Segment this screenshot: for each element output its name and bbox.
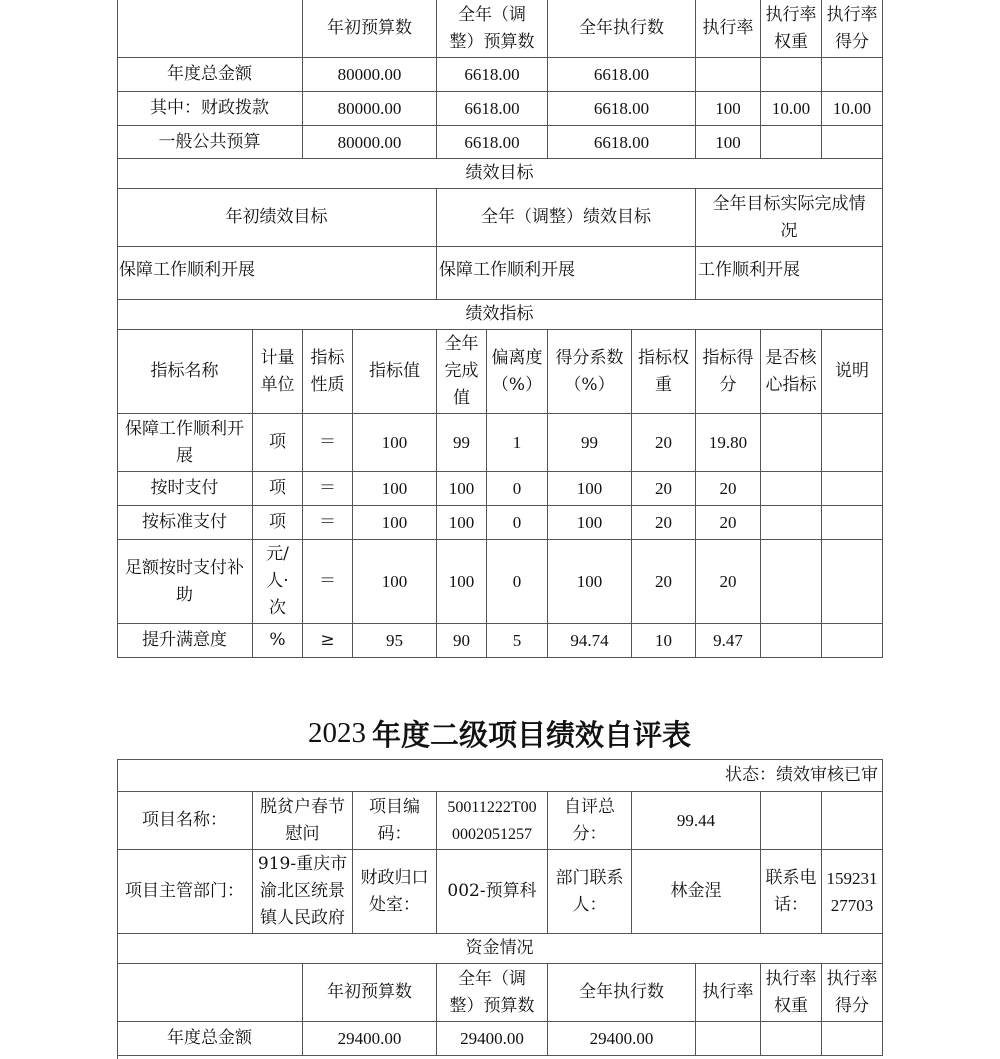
indicator-cell: 0: [487, 472, 548, 506]
indicator-cell: 100: [353, 414, 437, 472]
indicator-cell: ＝: [303, 506, 353, 540]
adjusted-goal: 保障工作顺利开展: [437, 247, 696, 300]
initial-goal-header: 年初绩效目标: [117, 189, 437, 247]
indicator-cell: 20: [696, 506, 761, 540]
indicator-cell: [761, 414, 822, 472]
indicator-header-coefficient: 得分系数 （%）: [548, 330, 632, 414]
contact-label: 部门联系 人：: [548, 850, 632, 934]
indicator-cell: ＝: [303, 472, 353, 506]
status-text: 状态：绩效审核已审: [117, 759, 883, 792]
indicator-cell: ≥: [303, 624, 353, 658]
actual-completion-header: 全年目标实际完成情 况: [696, 189, 883, 247]
budget-row-label: 一般公共预算: [117, 126, 303, 159]
indicator-header-value: 指标值: [353, 330, 437, 414]
self-score-label: 自评总 分：: [548, 792, 632, 850]
budget-row-score: 10.00: [822, 92, 883, 126]
indicator-cell: [761, 624, 822, 658]
indicator-cell: 100: [437, 540, 487, 624]
indicator-cell: 100: [548, 506, 632, 540]
phone: 159231 27703: [822, 850, 883, 934]
indicator-cell: 20: [696, 472, 761, 506]
indicator-cell: 项: [253, 472, 303, 506]
indicator-cell: 100: [353, 540, 437, 624]
budget-row-adjusted: 6618.00: [437, 92, 548, 126]
budget-header-adjusted: 全年（调 整）预算数: [437, 0, 548, 58]
indicator-cell: 足额按时支付补 助: [117, 540, 253, 624]
indicator-header-core: 是否核 心指标: [761, 330, 822, 414]
indicator-cell: 94.74: [548, 624, 632, 658]
indicator-cell: 20: [696, 540, 761, 624]
indicator-cell: 项: [253, 414, 303, 472]
indicator-cell: 100: [548, 540, 632, 624]
indicator-cell: 10: [632, 624, 696, 658]
indicator-cell: ＝: [303, 414, 353, 472]
funds-total-initial: 29400.00: [303, 1022, 437, 1056]
budget-row-executed: 6618.00: [548, 92, 696, 126]
budget-row-weight: [761, 58, 822, 92]
goals-section-label: 绩效目标: [117, 159, 883, 189]
indicator-cell: 100: [353, 472, 437, 506]
funds-header-weight: 执行率 权重: [761, 964, 822, 1022]
indicator-cell: 19.80: [696, 414, 761, 472]
finance-office: 002-预算科: [437, 850, 548, 934]
funds-total-score: [822, 1022, 883, 1056]
budget-row-rate: [696, 58, 761, 92]
funds-total-executed: 29400.00: [548, 1022, 696, 1056]
indicator-cell: 0: [487, 506, 548, 540]
funds-header-blank: [117, 964, 303, 1022]
budget-row-score: [822, 58, 883, 92]
budget-row-adjusted: 6618.00: [437, 58, 548, 92]
budget-row-label: 年度总金额: [117, 58, 303, 92]
indicator-cell: 按标准支付: [117, 506, 253, 540]
budget-header-blank: [117, 0, 303, 58]
indicator-cell: 20: [632, 414, 696, 472]
project-code: 50011222T00 0002051257: [437, 792, 548, 850]
indicator-header-deviation: 偏离度 （%）: [487, 330, 548, 414]
indicator-cell: [822, 506, 883, 540]
funds-section-label: 资金情况: [117, 934, 883, 964]
indicator-cell: 0: [487, 540, 548, 624]
blank-cell: [822, 792, 883, 850]
indicator-cell: 90: [437, 624, 487, 658]
indicator-header-weight: 指标权 重: [632, 330, 696, 414]
project-name-label: 项目名称：: [117, 792, 253, 850]
funds-header-initial: 年初预算数: [303, 964, 437, 1022]
budget-header-weight: 执行率 权重: [761, 0, 822, 58]
indicators-section-label: 绩效指标: [117, 300, 883, 330]
indicator-cell: [822, 472, 883, 506]
indicator-cell: 20: [632, 472, 696, 506]
budget-row-score: [822, 126, 883, 159]
dept: 919-重庆市 渝北区统景 镇人民政府: [253, 850, 353, 934]
funds-total-rate: [696, 1022, 761, 1056]
budget-row-initial: 80000.00: [303, 58, 437, 92]
budget-row-rate: 100: [696, 126, 761, 159]
indicator-cell: ＝: [303, 540, 353, 624]
budget-header-initial: 年初预算数: [303, 0, 437, 58]
budget-header-score: 执行率 得分: [822, 0, 883, 58]
title-text: 年度二级项目绩效自评表: [371, 717, 691, 752]
indicator-cell: 项: [253, 506, 303, 540]
initial-goal: 保障工作顺利开展: [117, 247, 437, 300]
indicator-cell: 1: [487, 414, 548, 472]
budget-row-initial: 80000.00: [303, 92, 437, 126]
indicator-cell: 保障工作顺利开 展: [117, 414, 253, 472]
indicator-header-completed: 全年 完成 值: [437, 330, 487, 414]
indicator-header-unit: 计量 单位: [253, 330, 303, 414]
funds-header-rate: 执行率: [696, 964, 761, 1022]
budget-row-rate: 100: [696, 92, 761, 126]
funds-total-label: 年度总金额: [117, 1022, 303, 1056]
indicator-cell: 100: [548, 472, 632, 506]
finance-office-label: 财政归口 处室：: [353, 850, 437, 934]
budget-row-executed: 6618.00: [548, 58, 696, 92]
funds-total-weight: [761, 1022, 822, 1056]
indicator-cell: 9.47: [696, 624, 761, 658]
adjusted-goal-header: 全年（调整）绩效目标: [437, 189, 696, 247]
funds-header-adjusted: 全年（调 整）预算数: [437, 964, 548, 1022]
budget-row-weight: [761, 126, 822, 159]
project-code-label: 项目编 码：: [353, 792, 437, 850]
self-score: 99.44: [632, 792, 761, 850]
indicator-cell: %: [253, 624, 303, 658]
actual-completion: 工作顺利开展: [696, 247, 883, 300]
indicator-cell: 100: [437, 506, 487, 540]
indicator-cell: 按时支付: [117, 472, 253, 506]
funds-header-executed: 全年执行数: [548, 964, 696, 1022]
budget-row-initial: 80000.00: [303, 126, 437, 159]
indicator-cell: 95: [353, 624, 437, 658]
budget-row-executed: 6618.00: [548, 126, 696, 159]
funds-header-score: 执行率 得分: [822, 964, 883, 1022]
indicator-cell: 100: [353, 506, 437, 540]
indicator-cell: 99: [548, 414, 632, 472]
funds-total-adjusted: 29400.00: [437, 1022, 548, 1056]
indicator-cell: 100: [437, 472, 487, 506]
title-year: 2023: [307, 716, 366, 749]
indicator-cell: [761, 506, 822, 540]
indicator-cell: [822, 624, 883, 658]
budget-row-adjusted: 6618.00: [437, 126, 548, 159]
dept-label: 项目主管部门：: [117, 850, 253, 934]
indicator-cell: [761, 472, 822, 506]
indicator-header-nature: 指标 性质: [303, 330, 353, 414]
budget-header-executed: 全年执行数: [548, 0, 696, 58]
budget-row-weight: 10.00: [761, 92, 822, 126]
blank-cell: [761, 792, 822, 850]
indicator-cell: 提升满意度: [117, 624, 253, 658]
indicator-cell: 20: [632, 506, 696, 540]
indicator-cell: 元/ 人· 次: [253, 540, 303, 624]
indicator-header-name: 指标名称: [117, 330, 253, 414]
project-name: 脱贫户春节 慰问: [253, 792, 353, 850]
budget-row-label: 其中：财政拨款: [117, 92, 303, 126]
indicator-cell: 5: [487, 624, 548, 658]
budget-header-rate: 执行率: [696, 0, 761, 58]
page-title: [117, 708, 882, 758]
indicator-cell: [761, 540, 822, 624]
indicator-cell: [822, 540, 883, 624]
indicator-cell: [822, 414, 883, 472]
indicator-header-note: 说明: [822, 330, 883, 414]
indicator-header-score: 指标得 分: [696, 330, 761, 414]
phone-label: 联系电 话：: [761, 850, 822, 934]
indicator-cell: 99: [437, 414, 487, 472]
indicator-cell: 20: [632, 540, 696, 624]
contact: 林金涅: [632, 850, 761, 934]
